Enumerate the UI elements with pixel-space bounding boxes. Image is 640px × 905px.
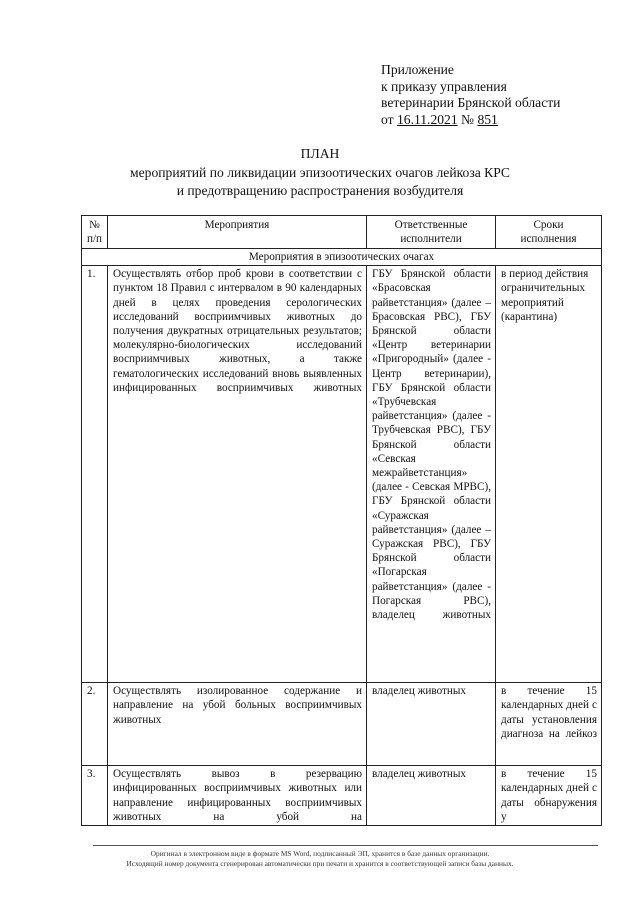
appendix-from: от [381, 111, 394, 127]
table-header-row [82, 216, 602, 249]
header-measures: Мероприятия [108, 216, 367, 249]
row-num: 2. [82, 683, 108, 766]
row-responsible: владелец животных [367, 766, 496, 826]
row-responsible: ГБУ Брянской области «Брасовская райветстанция» (далее – Брасовская РВС), ГБУ Брянской области «Центр ветеринарии «Пригородный» (далее - Центр ветеринарии), ГБУ Брянской области «Трубчевская райветстанция» (далее - Трубчевская РВС), ГБУ Брянской области «Севская межрайветстанция» (далее - Севская МРВС), ГБУ Брянской области «Суражская райветстанция» (далее – Суражская РВС), ГБУ Брянской области «Погарская райветстанция» (далее - Погарская РВС), владелец животных [367, 266, 496, 683]
section-heading: Мероприятия в эпизоотических очагах [82, 249, 602, 266]
row-term: в течение 15 календарных дней с даты обнаружения у [496, 766, 602, 826]
header-terms [496, 216, 602, 249]
plan-subtitle-2: и предотвращению распространения возбудителя [176, 183, 464, 198]
header-terms-line-2: исполнения [520, 233, 577, 245]
row-num: 1. [82, 266, 108, 683]
appendix-date-line [381, 112, 560, 129]
header-num-line-2: п/п [86, 233, 103, 245]
order-number: 851 [477, 111, 498, 127]
row-measure: Осуществлять вывоз в резервацию инфицированных восприимчивых животных или направление инфицированных восприимчивых животных на убой на [108, 766, 367, 826]
section-row [82, 249, 602, 266]
plan-title: ПЛАН [300, 146, 340, 161]
table-row [82, 766, 602, 826]
appendix-line-1: Приложение [381, 62, 454, 77]
footer-divider [93, 845, 598, 846]
row-term: в период действия ограничительных мероприятий (карантина) [496, 266, 602, 683]
appendix-block [381, 62, 560, 128]
table-row [82, 683, 602, 766]
row-num: 3. [82, 766, 108, 826]
row-term: в течение 15 календарных дней с даты установления диагноза на лейкоз [496, 683, 602, 766]
plan-subtitle-1: мероприятий по ликвидации эпизоотических очагов лейкоза КРС [130, 165, 510, 180]
appendix-line-2: к приказу управления [381, 78, 507, 94]
row-responsible: владелец животных [367, 683, 496, 766]
table-row [82, 266, 602, 683]
plan-table [81, 215, 602, 826]
footer-line-1: Оригинал в электронном виде в формате MS Word, подписанный ЭП, хранится в базе данных организации. [150, 849, 490, 858]
header-responsible-line-2: исполнители [400, 233, 462, 245]
footer-line-2: Исходящий номер документа сгенерирован автоматически при печати и хранится в соответствующей записи базы данных. [126, 859, 514, 868]
header-responsible-line-1: Ответственные [394, 219, 468, 231]
header-responsible [367, 216, 496, 249]
header-num-line-1: № [89, 219, 100, 231]
row-measure: Осуществлять отбор проб крови в соответствии с пунктом 18 Правил с интервалом в 90 календарных дней в целях проведения серологических исследований восприимчивых животных до получения двукратных отрицательных результатов; молекулярно-биологических исследований восприимчивых животных, а также гематологических исследований вновь выявленных инфицированных восприимчивых животных [108, 266, 367, 683]
order-date: 16.11.2021 [396, 111, 458, 127]
header-terms-line-1: Сроки [533, 219, 564, 231]
row-measure: Осуществлять изолированное содержание и направление на убой больных восприимчивых животных [108, 683, 367, 766]
number-sign: № [461, 111, 475, 127]
appendix-line-3: ветеринарии Брянской области [381, 95, 561, 111]
header-num [82, 216, 108, 249]
